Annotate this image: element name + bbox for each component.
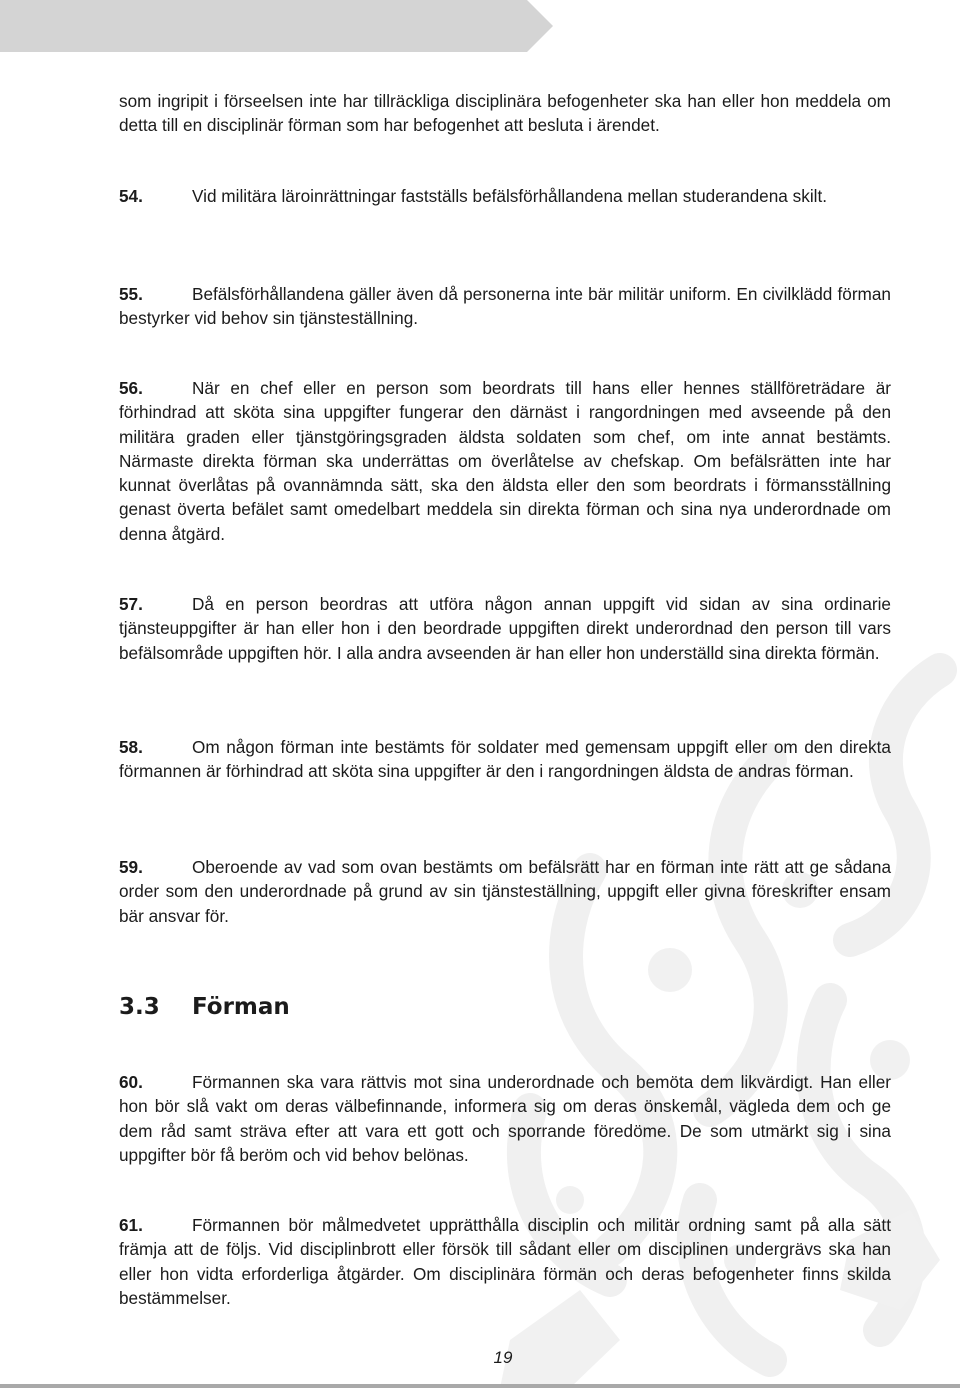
paragraph-number: 54.: [119, 186, 143, 206]
paragraph-59: [119, 855, 891, 928]
paragraph-text: Då en person beordras att utföra någon annan uppgift vid sidan av sina ordinarie tjänsteuppgifter är han eller hon i den beordrade uppgiften direkt underordnad den person till vars befälsområde uppgiften hör. I alla andra avseenden är han eller hon underställd sina direkta förmän.: [119, 594, 891, 663]
paragraph-58: [119, 735, 891, 784]
paragraph-number: 61.: [119, 1215, 143, 1235]
paragraph-text: Förmannen bör målmedvetet upprätthålla disciplin och militär ordning samt på alla sätt främja att de följs. Vid disciplinbrott eller försök till sådant eller om disciplinen undergrävs ska han eller hon vidta erforderliga åtgärder. Om disciplinära förmän och deras befogenheter finns skilda bestämmelser.: [119, 1215, 891, 1308]
section-title: Förman: [192, 994, 290, 1020]
paragraph-56: [119, 376, 891, 546]
paragraph-57: [119, 592, 891, 665]
bottom-rule: [0, 1384, 960, 1388]
paragraph-number: 57.: [119, 594, 143, 614]
paragraph-number: 59.: [119, 857, 143, 877]
paragraph-number: 56.: [119, 378, 143, 398]
paragraph-55: [119, 282, 891, 331]
paragraph-number: 58.: [119, 737, 143, 757]
paragraph-61: [119, 1213, 891, 1310]
paragraph-intro: [119, 89, 891, 138]
section-heading: [119, 991, 290, 1023]
paragraph-text: Oberoende av vad som ovan bestämts om befälsrätt har en förman inte rätt att ge sådana order som den underordnade på grund av sin tjänsteställning, uppgift eller givna föreskrifter ensam bär ansvar för.: [119, 857, 891, 926]
page-number: 19: [493, 1348, 513, 1367]
paragraph-54: [119, 184, 891, 208]
section-number: 3.3: [119, 994, 160, 1020]
paragraph-text: Vid militära läroinrättningar fastställs befälsförhållandena mellan studerandena skilt.: [192, 186, 828, 206]
header-band: [0, 0, 960, 52]
paragraph-text: Om någon förman inte bestämts för soldater med gemensam uppgift eller om den direkta förmannen är förhindrad att sköta sina uppgifter är den i rangordningen äldsta de andras förman.: [119, 737, 891, 782]
paragraph-text: som ingripit i förseelsen inte har tillräckliga disciplinära befogenheter ska han eller hon meddela om detta till en disciplinär förman som har befogenhet att besluta i ärendet.: [119, 91, 891, 136]
paragraph-text: Förmannen ska vara rättvis mot sina underordnade och bemöta dem likvärdigt. Han eller hon bör slå vakt om deras välbefinnande, informera sig om deras önskemål, vägleda dem och ge dem råd samt sträva efter att vara ett gott och sporrande föredöme. De som utmärkt sig i sina uppgifter bör få beröm och vid behov belönas.: [119, 1072, 891, 1165]
paragraph-60: [119, 1070, 891, 1167]
paragraph-text: Befälsförhållandena gäller även då personerna inte bär militär uniform. En civilklädd förman bestyrker vid behov sin tjänsteställning.: [119, 284, 891, 329]
paragraph-number: 60.: [119, 1072, 143, 1092]
paragraph-number: 55.: [119, 284, 143, 304]
paragraph-text: När en chef eller en person som beordrats till hans eller hennes ställföreträdare är förhindrad att sköta sina uppgifter fungerar den därnäst i rangordningen med avseende på den militära graden eller tjänstgöringsgraden äldsta soldaten som chef, om inte annat bestämts. Närmaste direkta förman ska underrättas om överlåtelse av chefskap. Om befälsrätten inte har kunnat överlåtas på ovannämnda sätt, ska den äldsta eller den som beordrats i förmansställning genast överta befälet samt omedelbart meddela sin direkta förman och sina nya underordnade om denna åtgärd.: [119, 378, 891, 544]
